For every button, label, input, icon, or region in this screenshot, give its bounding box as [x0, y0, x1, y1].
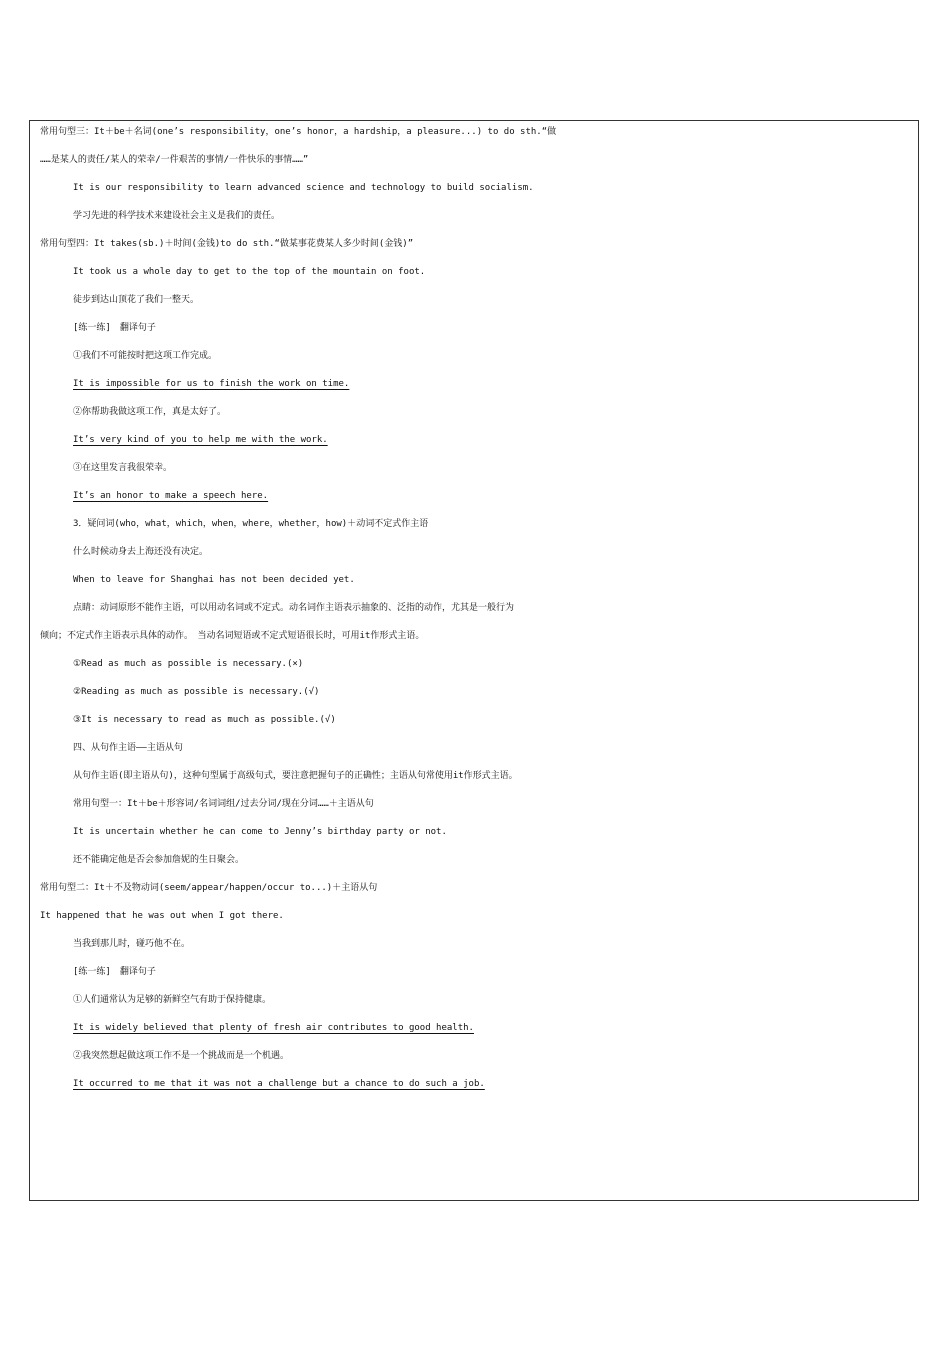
text-line: 常用句型四：It takes(sb.)＋时间(金钱)to do sth.“做某事花费某人多少时间(金钱)” — [40, 239, 414, 249]
text-line: 从句作主语(即主语从句)，这种句型属于高级句式，要注意把握句子的正确性；主语从句常使用it作形式主语。 — [73, 771, 518, 781]
text-line: 常用句型二：It＋不及物动词(seem/appear/happen/occur to...)＋主语从句 — [40, 883, 378, 893]
text-line: 什么时候动身去上海还没有决定。 — [73, 547, 209, 557]
exercise-heading: [练一练] 翻译句子 — [73, 323, 156, 333]
text-line: ③It is necessary to read as much as possible.(√) — [73, 715, 336, 725]
answer-text: It’s an honor to make a speech here. — [73, 491, 269, 501]
text-line: It is our responsibility to learn advanced science and technology to build socialism. — [73, 183, 534, 193]
text-line: 当我到那儿时，碰巧他不在。 — [73, 939, 191, 949]
text-line: It took us a whole day to get to the top of the mountain on foot. — [73, 267, 426, 277]
text-line: 徒步到达山顶花了我们一整天。 — [73, 295, 200, 305]
answer-text: It occurred to me that it was not a challenge but a chance to do such a job. — [73, 1079, 485, 1089]
text-line: 倾向；不定式作主语表示具体的动作。 当动名词短语或不定式短语很长时，可用it作形式主语。 — [40, 631, 425, 641]
text-line: When to leave for Shanghai has not been decided yet. — [73, 575, 355, 585]
exercise-question: ②我突然想起做这项工作不是一个挑战而是一个机遇。 — [73, 1051, 290, 1061]
text-line: 还不能确定他是否会参加詹妮的生日聚会。 — [73, 855, 245, 865]
answer-text: It’s very kind of you to help me with the work. — [73, 435, 328, 445]
text-line: It happened that he was out when I got there. — [40, 911, 284, 921]
section-heading: 3．疑问词(who，what，which，when，where，whether，how)＋动词不定式作主语 — [73, 519, 429, 529]
exercise-answer — [30, 375, 918, 393]
text-line: ②Reading as much as possible is necessary.(√) — [73, 687, 320, 697]
text-line: ……是某人的责任/某人的荣幸/一件艰苦的事情/一件快乐的事情……” — [40, 155, 309, 165]
exercise-answer — [30, 1075, 918, 1093]
text-line: ①Read as much as possible is necessary.(×) — [73, 659, 304, 669]
text-line: It is uncertain whether he can come to Jenny’s birthday party or not. — [73, 827, 447, 837]
exercise-answer — [30, 487, 918, 505]
text-line: 常用句型三：It＋be＋名词(one’s responsibility，one’s honor，a hardship，a pleasure...) to do sth.“做 — [40, 127, 557, 137]
exercise-question: ②你帮助我做这项工作，真是太好了。 — [73, 407, 227, 417]
exercise-heading: [练一练] 翻译句子 — [73, 967, 156, 977]
section-heading: 四、从句作主语——主语从句 — [73, 743, 183, 753]
answer-text: It is widely believed that plenty of fresh air contributes to good health. — [73, 1023, 474, 1033]
exercise-answer — [30, 1019, 918, 1037]
text-line: 点睛：动词原形不能作主语，可以用动名词或不定式。动名词作主语表示抽象的、泛指的动作，尤其是一般行为 — [73, 603, 515, 613]
exercise-question: ①我们不可能按时把这项工作完成。 — [73, 351, 218, 361]
exercise-question: ③在这里发言我很荣幸。 — [73, 463, 173, 473]
content-frame — [29, 120, 919, 1201]
text-line: 学习先进的科学技术来建设社会主义是我们的责任。 — [73, 211, 281, 221]
text-line: 常用句型一：It＋be＋形容词/名词词组/过去分词/现在分词……＋主语从句 — [73, 799, 374, 809]
exercise-question: ①人们通常认为足够的新鲜空气有助于保持健康。 — [73, 995, 272, 1005]
answer-text: It is impossible for us to finish the work on time. — [73, 379, 350, 389]
exercise-answer — [30, 431, 918, 449]
